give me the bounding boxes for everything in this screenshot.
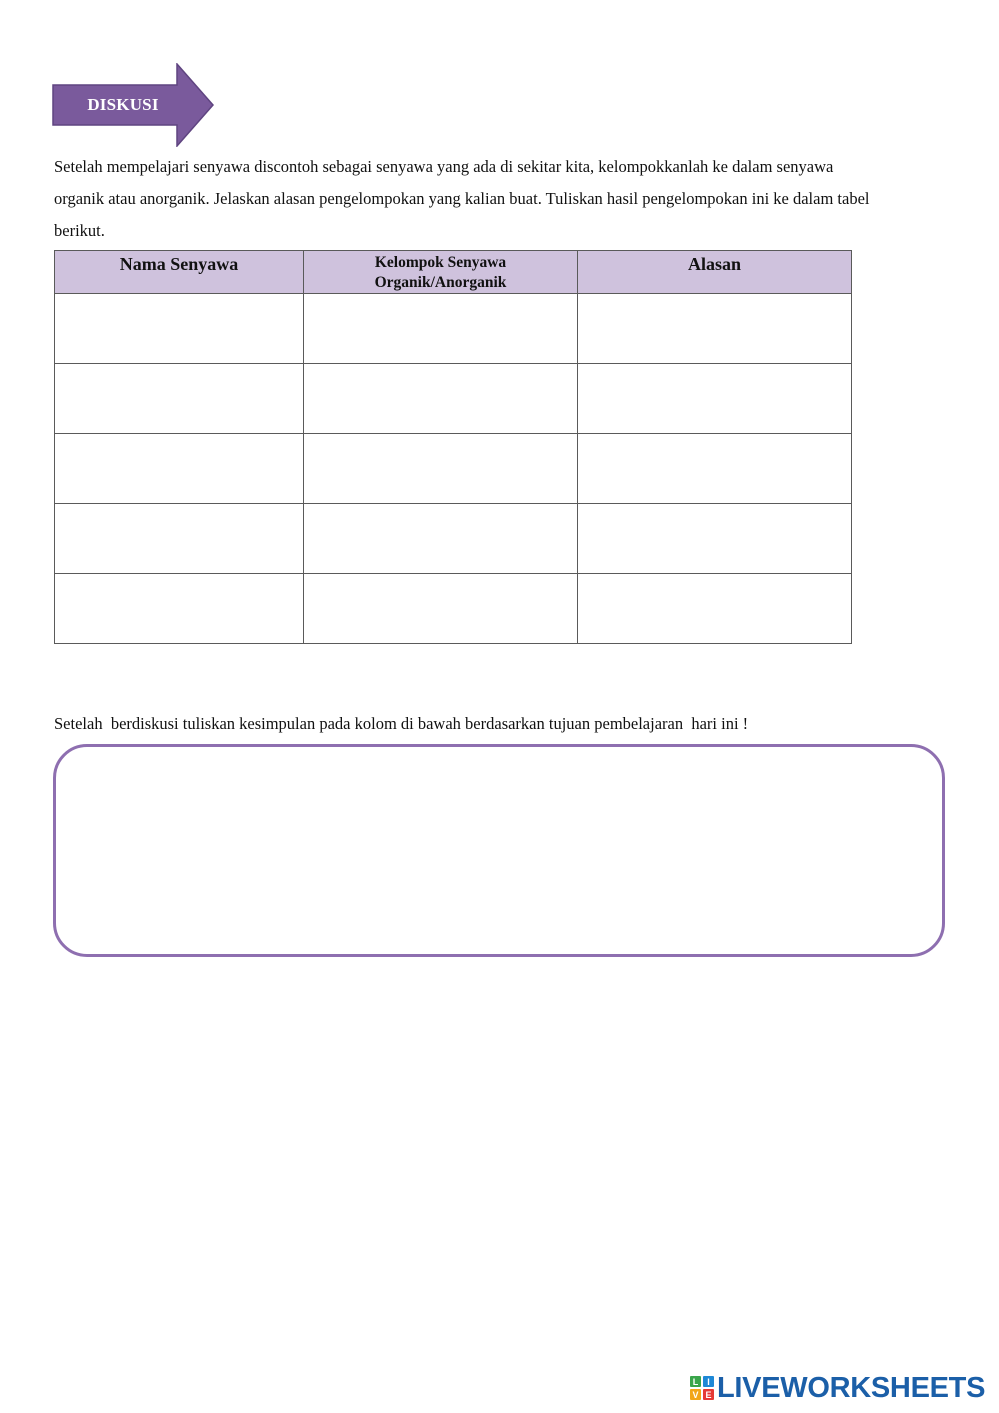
cell-kelompok-senyawa[interactable] bbox=[304, 364, 578, 434]
table-row bbox=[55, 364, 852, 434]
header-kelompok-senyawa bbox=[304, 251, 578, 294]
cell-alasan[interactable] bbox=[578, 504, 852, 574]
instruction-paragraph: Setelah mempelajari senyawa discontoh sebagai senyawa yang ada di sekitar kita, kelompokkanlah ke dalam senyawa organik atau anorganik. Jelaskan alasan pengelompokan yang kalian buat. Tuliskan hasil pengelompokan ini ke dalam tabel berikut. bbox=[54, 157, 870, 240]
cell-alasan[interactable] bbox=[578, 294, 852, 364]
logo-text-rest: WORKSHEETS bbox=[780, 1371, 986, 1404]
header-label-line1: Kelompok Senyawa bbox=[374, 254, 507, 271]
cell-nama-senyawa[interactable] bbox=[55, 574, 304, 644]
conclusion-answer-box[interactable] bbox=[53, 744, 945, 957]
cell-nama-senyawa[interactable] bbox=[55, 504, 304, 574]
header-label: Nama Senyawa bbox=[119, 254, 239, 274]
liveworksheets-logo bbox=[690, 1371, 985, 1405]
logo-tile: V bbox=[690, 1389, 701, 1400]
diskusi-banner bbox=[52, 63, 214, 147]
table-row bbox=[55, 434, 852, 504]
header-alasan bbox=[578, 251, 852, 294]
cell-nama-senyawa[interactable] bbox=[55, 364, 304, 434]
logo-tile: E bbox=[703, 1389, 714, 1400]
table-row bbox=[55, 294, 852, 364]
conclusion-prompt: Setelah berdiskusi tuliskan kesimpulan pada kolom di bawah berdasarkan tujuan pembelajaran hari ini ! bbox=[54, 714, 749, 733]
banner-label: DISKUSI bbox=[87, 95, 159, 114]
classification-table bbox=[54, 250, 852, 644]
cell-kelompok-senyawa[interactable] bbox=[304, 504, 578, 574]
logo-text-live: LIVE bbox=[717, 1371, 781, 1404]
table-row bbox=[55, 574, 852, 644]
logo-tile: I bbox=[703, 1376, 714, 1387]
cell-alasan[interactable] bbox=[578, 574, 852, 644]
cell-nama-senyawa[interactable] bbox=[55, 294, 304, 364]
header-nama-senyawa bbox=[55, 251, 304, 294]
header-label: Alasan bbox=[687, 254, 741, 274]
cell-alasan[interactable] bbox=[578, 364, 852, 434]
logo-tile: L bbox=[690, 1376, 701, 1387]
logo-mark-icon bbox=[690, 1376, 714, 1400]
header-label-line2: Organik/Anorganik bbox=[374, 274, 507, 291]
cell-alasan[interactable] bbox=[578, 434, 852, 504]
table-row bbox=[55, 504, 852, 574]
cell-nama-senyawa[interactable] bbox=[55, 434, 304, 504]
cell-kelompok-senyawa[interactable] bbox=[304, 574, 578, 644]
cell-kelompok-senyawa[interactable] bbox=[304, 294, 578, 364]
cell-kelompok-senyawa[interactable] bbox=[304, 434, 578, 504]
table-header-row bbox=[55, 251, 852, 294]
